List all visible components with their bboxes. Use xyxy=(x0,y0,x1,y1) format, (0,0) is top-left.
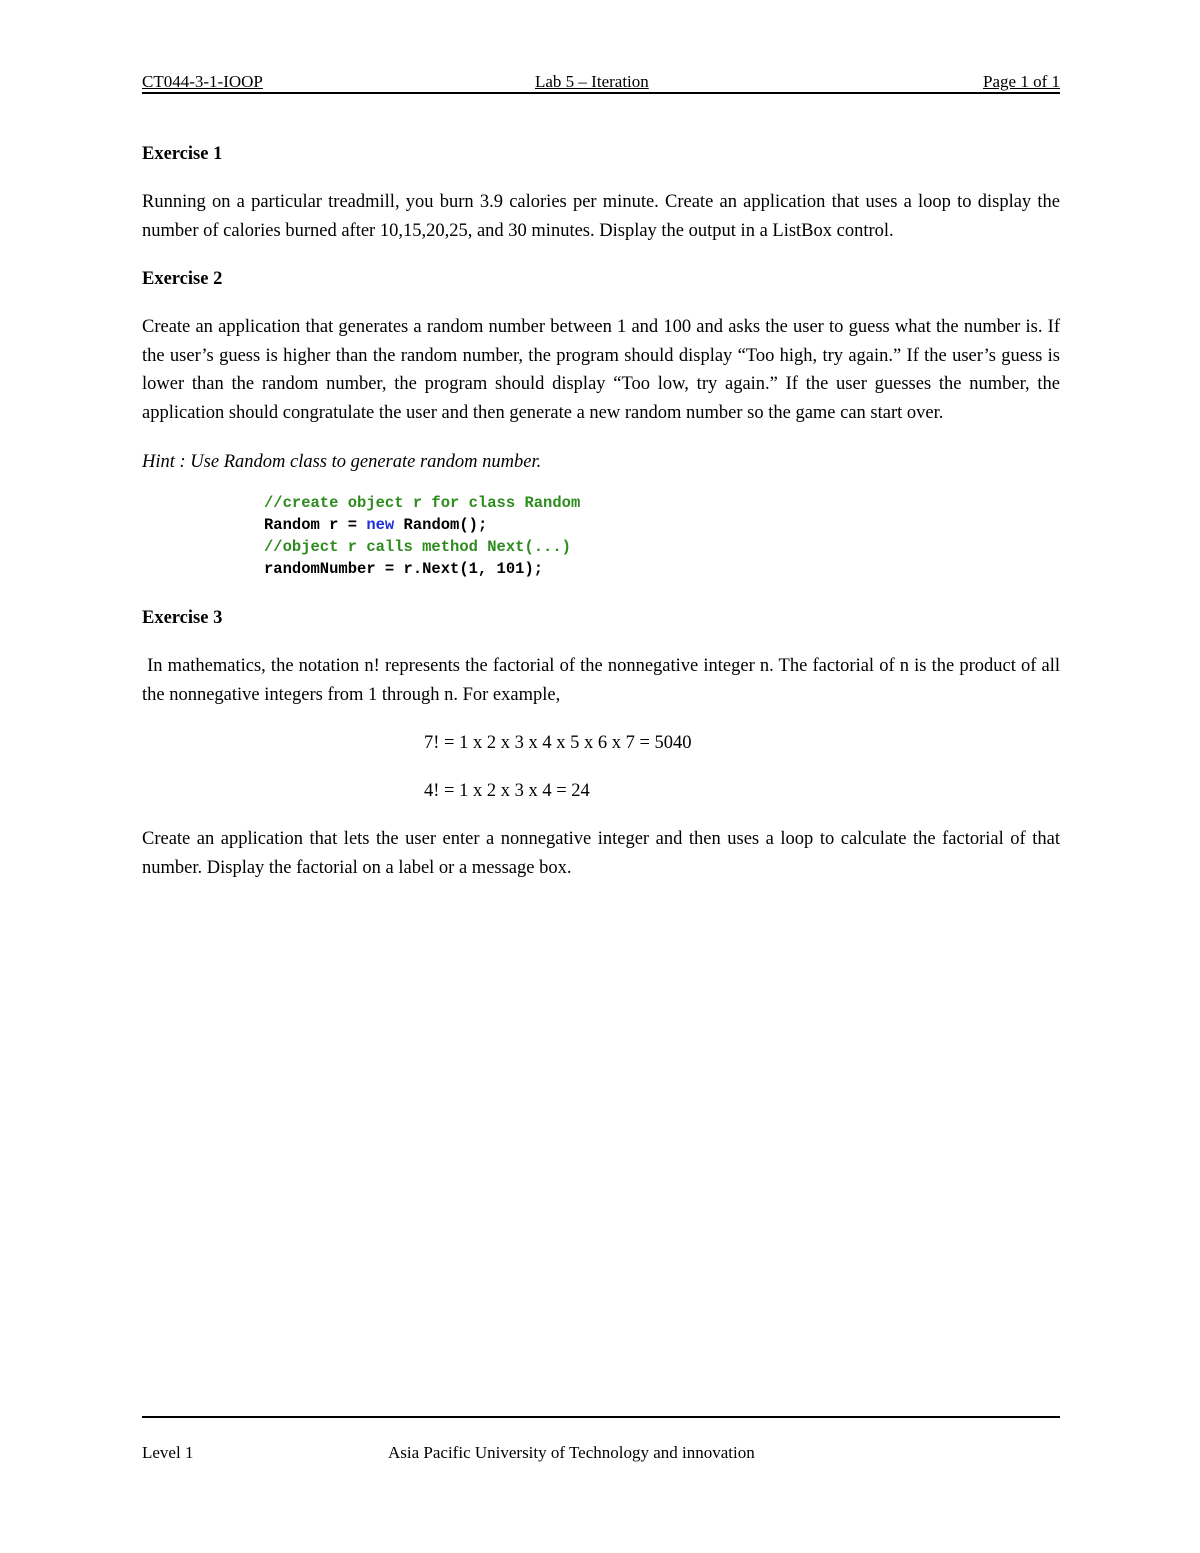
factorial-example-4: 4! = 1 x 2 x 3 x 4 = 24 xyxy=(424,781,590,802)
code-comment-1: //create object r for class Random xyxy=(264,494,581,513)
lab-title: Lab 5 – Iteration xyxy=(535,72,649,91)
page-header xyxy=(142,72,1060,94)
exercise-1-heading: Exercise 1 xyxy=(142,144,223,164)
exercise-2-hint: Hint : Use Random class to generate random number. xyxy=(142,451,542,472)
page-number: Page 1 of 1 xyxy=(983,72,1060,91)
exercise-3-heading: Exercise 3 xyxy=(142,608,223,629)
footer-university: Asia Pacific University of Technology and innovation xyxy=(388,1443,755,1462)
code-keyword-new: new xyxy=(366,516,395,535)
exercise-3-task: Create an application that lets the user enter a nonnegative integer and then uses a loop to calculate the factorial of that number. Display the factorial on a label or a message box. xyxy=(142,829,1060,878)
page-footer xyxy=(142,1416,1060,1478)
code-line-2 xyxy=(264,514,1060,536)
code-snippet xyxy=(264,492,1060,580)
document-body xyxy=(142,140,1065,903)
exercise-2-text: Create an application that generates a random number between 1 and 100 and asks the user to guess what the number is. If the user’s guess is higher than the random number, the program should display “Too high, try again.” If the user’s guess is lower than the random number, the program should display “Too low, try again.” If the user guesses the number, the application should congratulate the user and then generate a new random number so the game can start over. xyxy=(142,317,1060,423)
exercise-1-text: Running on a particular treadmill, you burn 3.9 calories per minute. Create an application that uses a loop to display the number of calories burned after 10,15,20,25, and 30 minutes. Display the output in a ListBox control. xyxy=(142,192,1060,241)
factorial-example-7: 7! = 1 x 2 x 3 x 4 x 5 x 6 x 7 = 5040 xyxy=(424,733,692,754)
code-line-2-end: Random(); xyxy=(394,516,488,535)
code-line-2-start: Random r = xyxy=(264,516,367,535)
exercise-2-heading: Exercise 2 xyxy=(142,269,223,290)
code-comment-2: //object r calls method Next(...) xyxy=(264,538,571,557)
exercise-3-intro: In mathematics, the notation n! represents the factorial of the nonnegative integer n. The factorial of n is the product of all the nonnegative integers from 1 through n. For example, xyxy=(142,656,1065,705)
footer-level: Level 1 xyxy=(142,1443,194,1462)
course-code: CT044-3-1-IOOP xyxy=(142,72,263,91)
code-line-4: randomNumber = r.Next(1, 101); xyxy=(264,560,544,579)
